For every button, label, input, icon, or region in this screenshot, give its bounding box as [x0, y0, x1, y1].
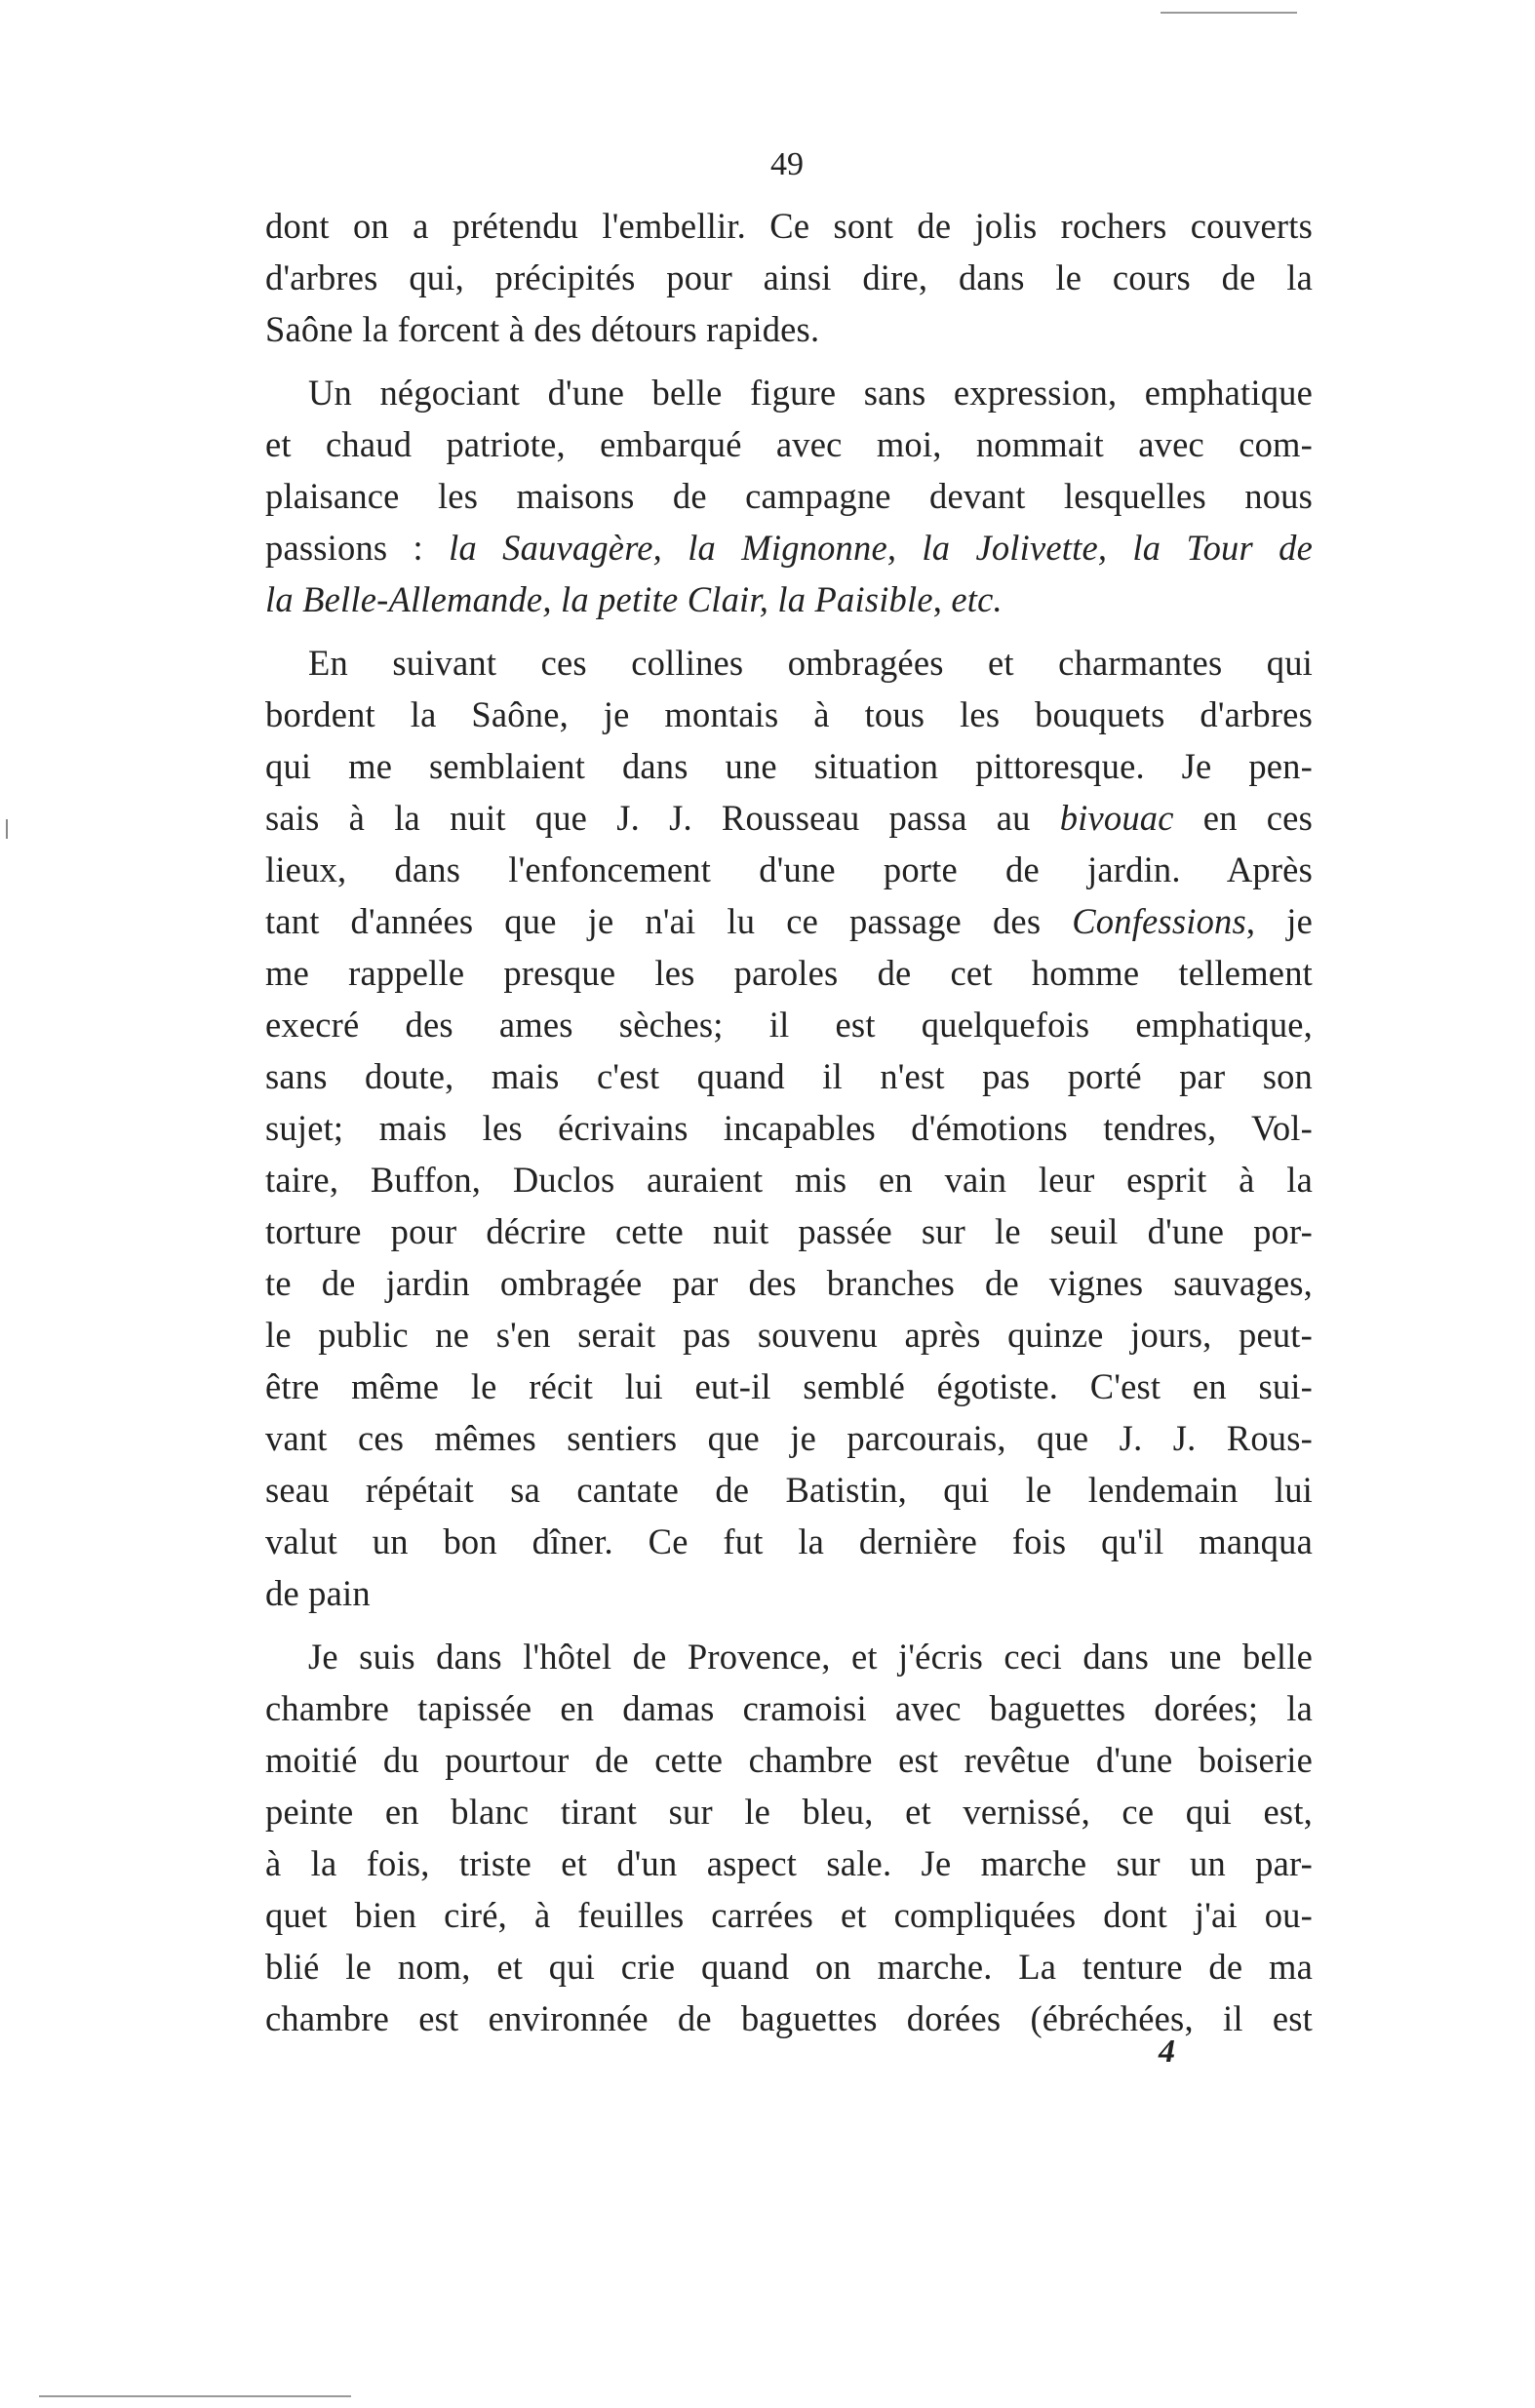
text-line: [265, 1993, 1313, 2044]
paragraph: [265, 637, 1313, 1619]
scan-edge-mark-top: [1161, 12, 1297, 14]
text-segment: lieux, dans l'enfoncement d'une porte de jardin. Après: [265, 849, 1313, 889]
italic-text: la Belle-Allemande, la petite Clair, la Paisible: [265, 579, 933, 619]
paragraph-gap: [265, 1619, 1313, 1631]
text-segment: sans doute, mais c'est quand il n'est pas porté par son: [265, 1056, 1313, 1096]
text-segment: plaisance les maisons de campagne devant lesquelles nous: [265, 476, 1313, 516]
text-line: [265, 947, 1313, 999]
text-segment: passions :: [265, 528, 450, 568]
text-segment: tant d'années que je n'ai lu ce passage des: [265, 901, 1073, 941]
text-line: [265, 1361, 1313, 1412]
text-line: [265, 1205, 1313, 1257]
paragraph: [265, 200, 1313, 355]
page-number: 49: [770, 146, 804, 182]
paragraph: [265, 1631, 1313, 2044]
italic-text: Confessions: [1072, 901, 1246, 941]
text-line: [265, 689, 1313, 740]
text-segment: de pain: [265, 1573, 371, 1613]
paragraph-gap: [265, 625, 1313, 637]
text-line: [265, 1567, 1313, 1619]
text-segment: peinte en blanc tirant sur le bleu, et vernissé, ce qui est,: [265, 1792, 1313, 1832]
text-segment: en ces: [1173, 798, 1313, 838]
italic-text: etc.: [951, 579, 1003, 619]
text-line: [265, 1257, 1313, 1309]
text-line: [265, 1154, 1313, 1205]
text-segment: vant ces mêmes sentiers que je parcourais, que J. J. Rous-: [265, 1418, 1313, 1458]
text-line: [265, 252, 1313, 303]
text-line: [265, 470, 1313, 522]
paragraph: [265, 367, 1313, 625]
text-segment: Je suis dans l'hôtel de Provence, et j'écris ceci dans une belle: [308, 1637, 1313, 1677]
scan-edge-mark-left: [6, 819, 8, 839]
text-line: [265, 1941, 1313, 1993]
text-segment: moitié du pourtour de cette chambre est revêtue d'une boiserie: [265, 1740, 1313, 1780]
text-line: [265, 740, 1313, 792]
text-segment: En suivant ces collines ombragées et charmantes qui: [308, 643, 1313, 683]
text-line: [265, 792, 1313, 844]
text-line: [265, 1889, 1313, 1941]
text-segment: torture pour décrire cette nuit passée sur le seuil d'une por-: [265, 1211, 1313, 1251]
text-line: [265, 367, 1313, 418]
text-segment: Saône la forcent à des détours rapides.: [265, 309, 820, 349]
text-line: [265, 1309, 1313, 1361]
text-line: [265, 844, 1313, 895]
text-line: [265, 1412, 1313, 1464]
text-line: [265, 200, 1313, 252]
text-line: [265, 1050, 1313, 1102]
text-segment: ,: [932, 579, 952, 619]
text-segment: à la fois, triste et d'un aspect sale. Je marche sur un par-: [265, 1843, 1313, 1883]
text-segment: chambre est environnée de baguettes dorées (ébréchées, il est: [265, 1998, 1313, 2038]
text-line: [265, 573, 1313, 625]
text-segment: Un négociant d'une belle figure sans expression, emphatique: [308, 373, 1313, 413]
text-segment: bordent la Saône, je montais à tous les bouquets d'arbres: [265, 694, 1313, 734]
text-line: [265, 303, 1313, 355]
text-segment: sais à la nuit que J. J. Rousseau passa au: [265, 798, 1060, 838]
text-line: [265, 999, 1313, 1050]
text-segment: taire, Buffon, Duclos auraient mis en vain leur esprit à la: [265, 1160, 1313, 1200]
text-line: [265, 1102, 1313, 1154]
text-segment: et chaud patriote, embarqué avec moi, nommait avec com-: [265, 424, 1313, 464]
text-segment: execré des ames sèches; il est quelquefois emphatique,: [265, 1005, 1313, 1045]
text-segment: chambre tapissée en damas cramoisi avec baguettes dorées; la: [265, 1688, 1313, 1728]
text-segment: , je: [1245, 901, 1313, 941]
text-segment: te de jardin ombragée par des branches de vignes sauvages,: [265, 1263, 1313, 1303]
text-line: [265, 1837, 1313, 1889]
text-line: [265, 418, 1313, 470]
text-segment: le public ne s'en serait pas souvenu après quinze jours, peut-: [265, 1315, 1313, 1355]
text-line: [265, 1786, 1313, 1837]
text-segment: blié le nom, et qui crie quand on marche. La tenture de ma: [265, 1947, 1313, 1987]
text-line: [265, 1734, 1313, 1786]
paragraph-gap: [265, 355, 1313, 367]
text-segment: d'arbres qui, précipités pour ainsi dire, dans le cours de la: [265, 257, 1313, 297]
text-segment: dont on a prétendu l'embellir. Ce sont de jolis rochers couverts: [265, 206, 1313, 246]
italic-text: la Sauvagère, la Mignonne, la Jolivette, la Tour de: [449, 528, 1313, 568]
text-line: [265, 1516, 1313, 1567]
text-line: [265, 1631, 1313, 1682]
italic-text: bivouac: [1059, 798, 1174, 838]
text-segment: quet bien ciré, à feuilles carrées et compliquées dont j'ai ou-: [265, 1895, 1313, 1935]
body-text: [265, 200, 1313, 2044]
scan-edge-mark-bottom: [39, 2395, 351, 2397]
text-line: [265, 1682, 1313, 1734]
text-segment: valut un bon dîner. Ce fut la dernière fois qu'il manqua: [265, 1521, 1313, 1561]
text-line: [265, 1464, 1313, 1516]
text-line: [265, 895, 1313, 947]
text-line: [265, 522, 1313, 573]
signature-mark: 4: [1159, 2033, 1175, 2070]
text-segment: seau répétait sa cantate de Batistin, qui le lendemain lui: [265, 1470, 1313, 1510]
text-segment: qui me semblaient dans une situation pittoresque. Je pen-: [265, 746, 1313, 786]
text-segment: sujet; mais les écrivains incapables d'émotions tendres, Vol-: [265, 1108, 1313, 1148]
text-segment: me rappelle presque les paroles de cet homme tellement: [265, 953, 1313, 993]
text-line: [265, 637, 1313, 689]
text-segment: être même le récit lui eut-il semblé égotiste. C'est en sui-: [265, 1366, 1313, 1406]
